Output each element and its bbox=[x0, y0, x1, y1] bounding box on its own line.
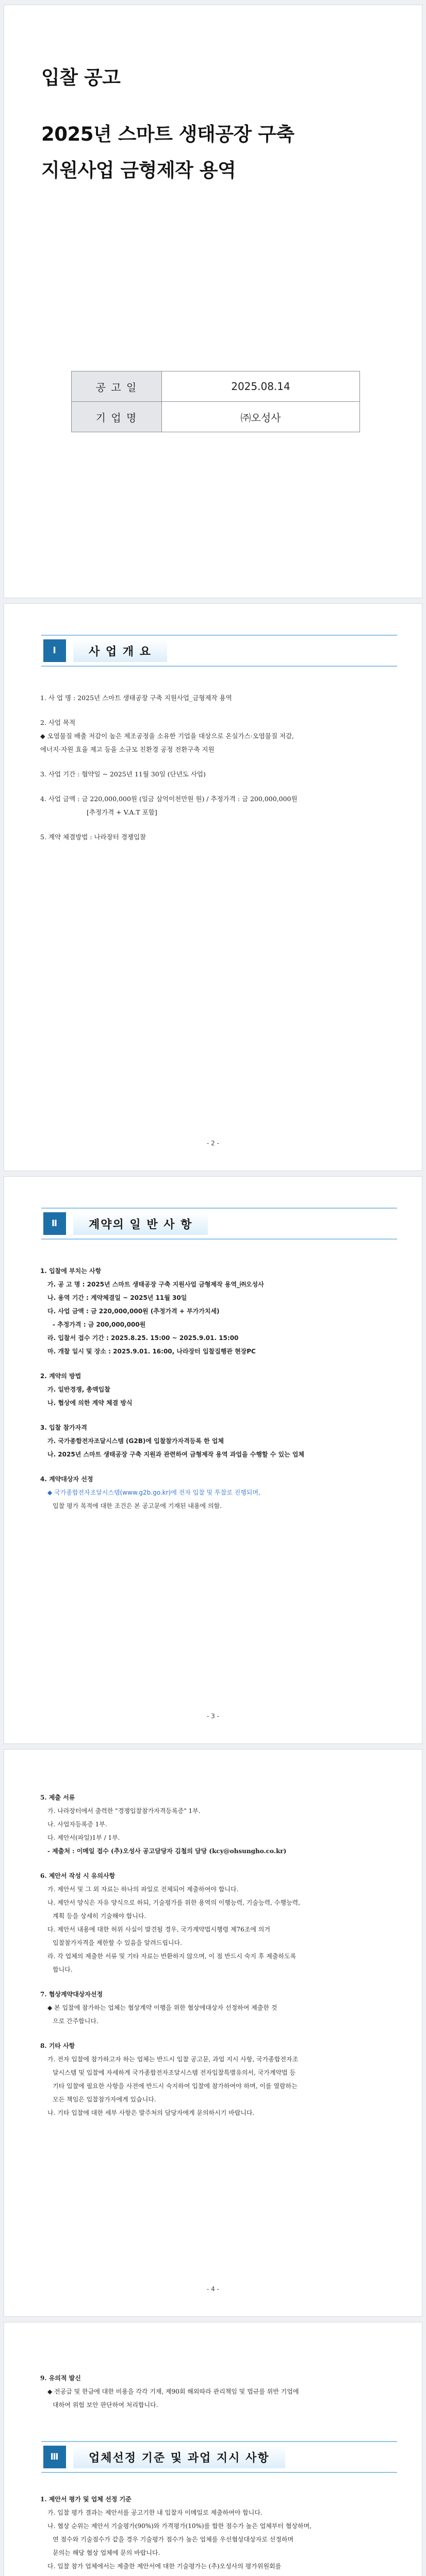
documents-title: 5. 제출 서류 bbox=[40, 1794, 75, 1801]
page-number: - 3 - bbox=[207, 1713, 219, 1720]
project-amount-note: [추정가격 + V.A.T 포함] bbox=[87, 808, 157, 816]
proposal-note: 입찰참가자격을 제한할 수 있음을 알려드립니다. bbox=[53, 1939, 182, 1946]
negotiation-line: ◆ 본 입찰에 참가하는 업체는 협상계약 이행을 위한 협상에대상자 선정하여 제출한 것 bbox=[47, 2004, 277, 2011]
section2-body bbox=[40, 1264, 396, 1513]
selection-note: 입찰 평가 목적에 대한 조건은 본 공고문에 기재된 내용에 의함. bbox=[53, 1502, 222, 1510]
section-header bbox=[41, 635, 397, 667]
page-3 bbox=[4, 1177, 422, 1743]
notice-line: ◆ 전공급 및 한금에 대한 비용을 각각 기재, 제90회 해외따라 관리책임 및 법규를 위반 기업에 bbox=[47, 2388, 299, 2395]
company-value: ㈜오성사 bbox=[162, 402, 360, 432]
section-number: Ⅲ bbox=[43, 2446, 66, 2468]
company-label: 기 업 명 bbox=[72, 402, 162, 432]
misc-title: 8. 기타 사항 bbox=[40, 2042, 75, 2049]
bid-item: 다. 사업 금액 : 금 220,000,000원 (추정가격 + 부가가치세) bbox=[47, 1308, 220, 1315]
proposal-note: 가. 제안서 및 그 외 자료는 하나의 파일로 전체되어 제출하여야 합니다. bbox=[47, 1886, 239, 1893]
notice-line: 대하여 위험 보안 판단하여 처리합니다. bbox=[53, 2401, 158, 2409]
misc-item: 기타 입찰에 필요한 사항을 사전에 반드시 숙지하여 입찰에 참가하여야 하며, 이를 열람하는 bbox=[53, 2082, 298, 2090]
cover-title-line2: 2025년 스마트 생태공장 구축 bbox=[41, 123, 294, 145]
selection-title: 4. 계약대상자 선정 bbox=[40, 1476, 93, 1483]
proposal-note: 계획 등을 상세히 기술해야 합니다. bbox=[53, 1912, 146, 1920]
negotiation-line: 으로 간주합니다. bbox=[53, 2018, 99, 2025]
contract-method-item: 가. 일반경쟁, 총액입찰 bbox=[47, 1386, 110, 1393]
purpose-line: ◆ 오염물질 배출 저감이 높은 제조공정을 소유한 기업을 대상으로 온실가스·오염물질 저감, bbox=[40, 732, 294, 740]
purpose-title: 2. 사업 목적 bbox=[40, 719, 76, 726]
eligibility-item: 가. 국가종합전자조달시스템 (G2B)에 입찰참가자격등록 한 업체 bbox=[47, 1437, 224, 1445]
section-number: Ⅱ bbox=[43, 1212, 66, 1235]
proposal-note: 다. 제안서 내용에 대한 허위 사실이 발견될 경우, 국가계약법시행령 제76조에 의거 bbox=[47, 1926, 270, 1933]
negotiation-title: 7. 협상계약대상자선정 bbox=[40, 1991, 103, 1998]
evaluation-item: 나. 협상 순위는 제안서 기술평가(90%)와 가격평가(10%)를 합한 점수가 높은 업체부터 협상하며, bbox=[47, 2522, 312, 2530]
page-4 bbox=[4, 1750, 422, 2316]
contract-method-title: 2. 계약의 방법 bbox=[40, 1372, 81, 1380]
evaluation-item bbox=[40, 2573, 396, 2576]
page-2 bbox=[4, 604, 422, 1171]
section-title: 사 업 개 요 bbox=[73, 639, 167, 662]
section-title: 업체선정 기준 및 과업 지시 사항 bbox=[73, 2446, 285, 2468]
cover-info-table bbox=[71, 371, 360, 432]
section-header bbox=[41, 2441, 397, 2473]
evaluation-item: 연 점수와 기술점수가 같을 경우 기술평가 점수가 높은 업체를 우선협상대상자로 선정하며 bbox=[53, 2536, 294, 2543]
documents-item: 가. 나라장터에서 출력한 "경쟁입찰참가자격등록증" 1부. bbox=[47, 1807, 201, 1815]
evaluation-title: 1. 제안서 평가 및 업체 선정 기준 bbox=[40, 2496, 132, 2503]
eligibility-title: 3. 입찰 참가자격 bbox=[40, 1424, 87, 1431]
page5-intro bbox=[40, 2371, 396, 2412]
bid-item: 가. 공 고 명 : 2025년 스마트 생태공장 구축 지원사업 금형제작 용역_㈜오성사 bbox=[47, 1281, 264, 1288]
section-title: 계약의 일 반 사 항 bbox=[73, 1212, 208, 1235]
page4-body bbox=[40, 1791, 396, 2120]
section-header bbox=[41, 1208, 397, 1240]
proposal-notes-title: 6. 제안서 작성 시 유의사항 bbox=[40, 1872, 116, 1879]
section1-body bbox=[40, 691, 396, 844]
eligibility-item: 나. 2025년 스마트 생태공장 구축 지원과 관련하여 금형제작 용역 과업을 수행할 수 있는 업체 bbox=[47, 1451, 304, 1458]
evaluation-item: 다. 입찰 참가 업체에서는 제출한 제안서에 대한 기술평가는 (추)오성사의 평가위원회를 bbox=[47, 2563, 282, 2570]
section3-body bbox=[40, 2493, 396, 2576]
announce-date-label: 공 고 일 bbox=[72, 371, 162, 402]
announce-date-value: 2025.08.14 bbox=[162, 371, 360, 402]
cover-page bbox=[4, 5, 422, 598]
documents-item: 다. 제안서(파일)1부 / 1부. bbox=[47, 1834, 120, 1841]
bid-item: - 추정가격 : 금 200,000,000원 bbox=[53, 1321, 146, 1328]
evaluation-item: 가. 입찰 평가 결과는 제안서를 공고기한 내 입찰자 이메일로 제출하여야 합니다. bbox=[47, 2509, 263, 2516]
bid-item: 라. 입찰서 접수 기간 : 2025.8.25. 15:00 ~ 2025.9.01. 15:00 bbox=[47, 1334, 239, 1342]
project-period: 3. 사업 기간 : 협약일 ~ 2025년 11월 30일 (단년도 사업) bbox=[40, 770, 206, 778]
cover-title-line1: 입찰 공고 bbox=[41, 66, 121, 89]
purpose-line: 에너지·자원 효율 제고 등을 소규모 친환경 공정 전환구축 지원 bbox=[40, 745, 215, 753]
cover-title-line3: 지원사업 금형제작 용역 bbox=[41, 159, 236, 181]
notice-title: 9. 유의적 발신 bbox=[40, 2375, 81, 2382]
proposal-note: 라. 각 업체의 제출한 서류 및 기타 자료는 반환하지 않으며, 이 점 반드시 숙지 후 제출하도록 bbox=[47, 1953, 297, 1960]
misc-item: 가. 전자 입찰에 참가하고자 하는 업체는 반드시 입찰 공고문, 과업 지시 사항, 국가종합전자조 bbox=[47, 2056, 299, 2063]
documents-submit-to: - 제출처 : 이메일 접수 (추)오성사 공고담당자 김철의 담당 (kcy@ohsungho.co.kr) bbox=[47, 1848, 287, 1855]
misc-item: 달시스템 및 입찰에 자세하게 국가종합전자조달시스템 전자입찰특별유의서, 국가계약법 등 bbox=[53, 2069, 296, 2076]
table-row bbox=[72, 402, 360, 432]
proposal-note: 합니다. bbox=[53, 1966, 73, 1973]
project-name: 1. 사 업 명 : 2025년 스마트 생태공장 구축 지원사업_금형제작 용역 bbox=[40, 694, 232, 702]
selection-link-line[interactable]: ◆ 국가종합전자조달시스템(www.g2b.go.kr)에 전자 입찰 및 투찰로 진행되며, bbox=[47, 1489, 260, 1496]
bid-item: 나. 용역 기간 : 계약체결일 ~ 2025년 11월 30일 bbox=[47, 1294, 187, 1301]
contract-method-item: 나. 협상에 의한 계약 체결 방식 bbox=[47, 1399, 133, 1406]
documents-item: 나. 사업자등록증 1부. bbox=[47, 1821, 107, 1828]
evaluation-item: 문의는 해당 협상 업체에 문의 바랍니다. bbox=[53, 2549, 160, 2556]
table-row bbox=[72, 371, 360, 402]
bid-item: 마. 개찰 일시 및 장소 : 2025.9.01. 16:00, 나라장터 입찰집행관 현장PC bbox=[47, 1348, 256, 1355]
section-number: Ⅰ bbox=[43, 639, 66, 662]
misc-item: 모든 책임은 입찰참가자에게 있습니다. bbox=[53, 2096, 156, 2103]
proposal-note: 나. 제안서 양식은 자유 양식으로 하되, 기술평가를 위한 용역의 이행능력, 기술능력, 수행능력, bbox=[47, 1899, 300, 1906]
page-number: - 2 - bbox=[207, 1140, 219, 1147]
page-5 bbox=[4, 2323, 422, 2576]
contract-method: 5. 계약 체결방법 : 나라장터 경쟁입찰 bbox=[40, 833, 146, 841]
project-amount: 4. 사업 금액 : 금 220,000,000원 (일금 삼억이천만원 원) / 추정가격 : 금 200,000,000원 bbox=[40, 795, 298, 803]
bid-items-title: 1. 입찰에 부치는 사항 bbox=[40, 1267, 102, 1275]
page-number: - 4 - bbox=[207, 2285, 219, 2293]
misc-item: 나. 기타 입찰에 대한 세부 사항은 발주처의 담당자에게 문의하시기 바랍니다. bbox=[47, 2109, 255, 2116]
